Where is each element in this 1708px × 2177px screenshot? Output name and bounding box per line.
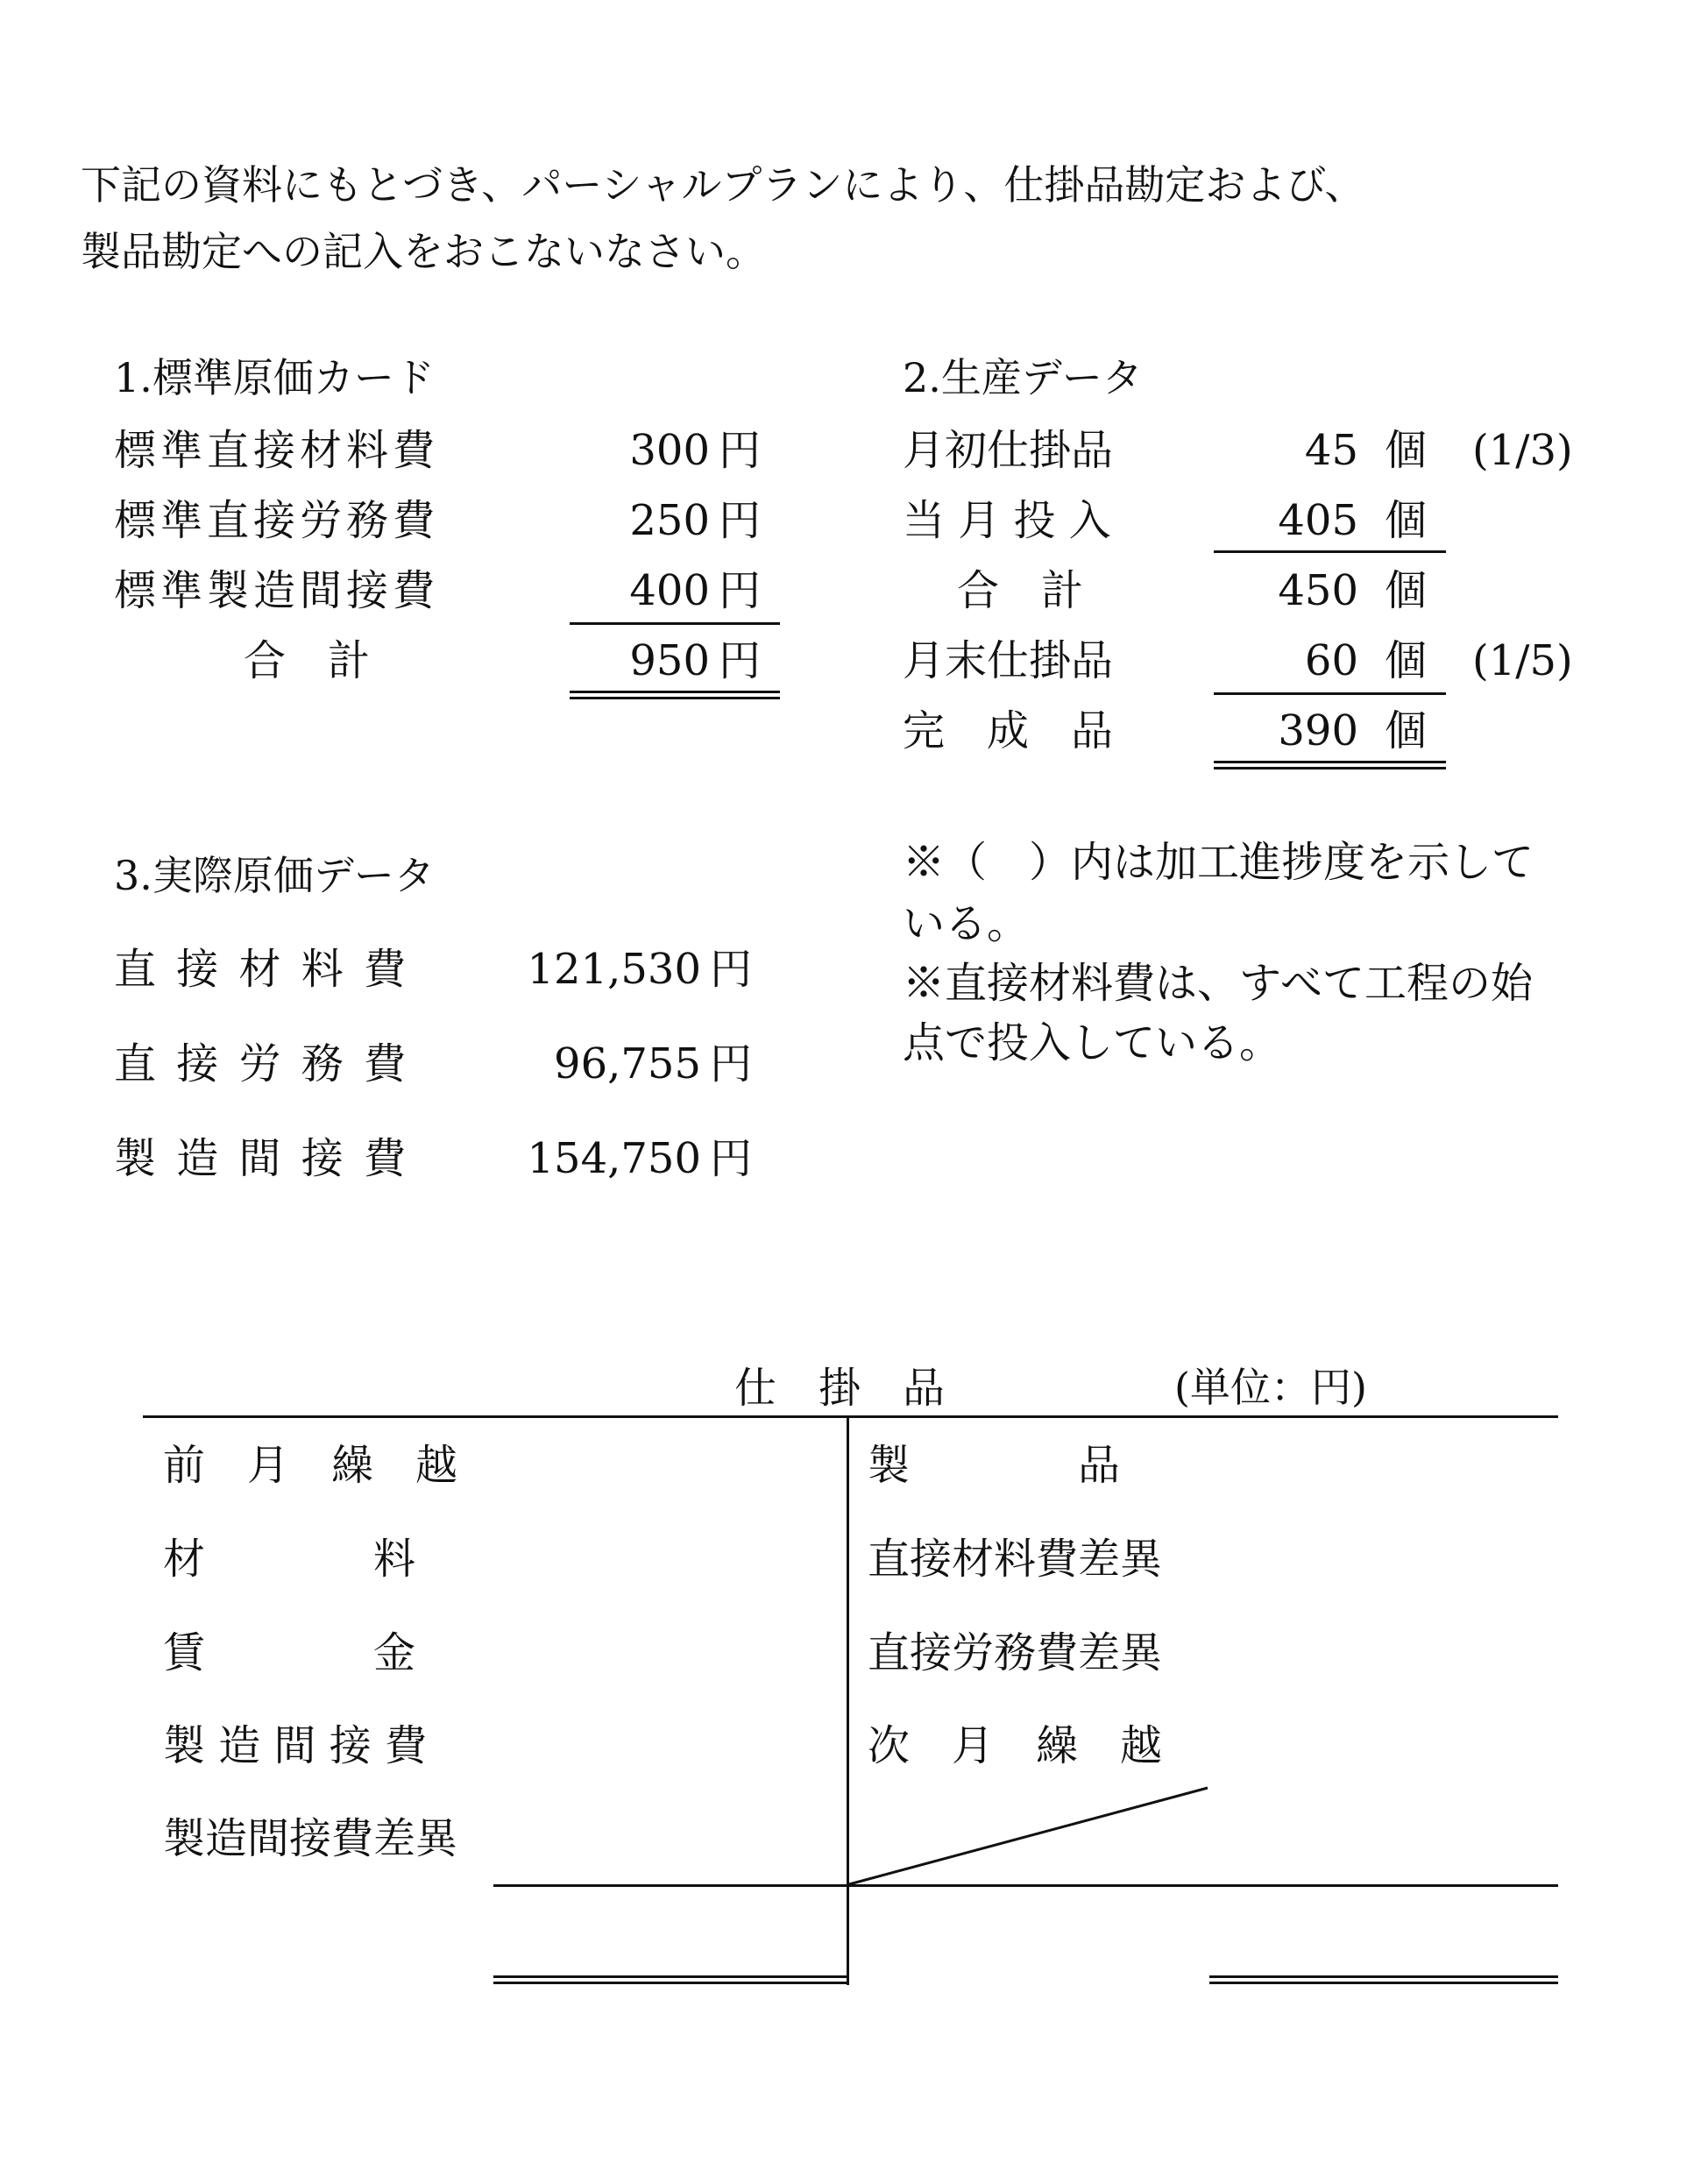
- actual-row-amount: 121,530: [527, 945, 701, 994]
- standard-total-unit: 円: [719, 636, 762, 685]
- ledger-unit-label: (単位：円): [1174, 1364, 1367, 1411]
- ledger-credit-item: 次 月 繰 越: [868, 1721, 1163, 1770]
- production-row-unit: 個: [1385, 426, 1428, 475]
- ledger-credit-total-double-rule: [1209, 1975, 1558, 1984]
- actual-row-label: 直 接 労 務 費: [114, 1039, 410, 1088]
- ledger-total-rule: [493, 1884, 1558, 1887]
- production-row-progress: (1/3): [1472, 426, 1573, 475]
- note-progress-line-1: ※（ ）内は加工進捗度を示して: [903, 838, 1534, 887]
- standard-row-amount: 250: [629, 496, 710, 545]
- note-materials-line-1: ※直接材料費は、すべて工程の始: [903, 959, 1534, 1008]
- ledger-top-rule: [143, 1415, 1558, 1418]
- instruction-line-1: 下記の資料にもとづき、パーシャルプランにより、仕掛品勘定および、: [81, 161, 1365, 209]
- ledger-credit-item: 製 品: [868, 1441, 1121, 1490]
- ledger-center-rule: [847, 1415, 849, 1985]
- standard-row-amount: 300: [629, 426, 710, 475]
- standard-row-unit: 円: [719, 426, 762, 475]
- production-row-qty: 450: [1278, 566, 1358, 615]
- production-row-label: 合 計: [957, 566, 1084, 615]
- ledger-debit-item: 賃 金: [163, 1628, 416, 1677]
- production-row-qty: 60: [1304, 636, 1358, 685]
- production-row-label: 完 成 品: [903, 706, 1114, 755]
- standard-row-label: 標準製造間接費: [114, 566, 440, 615]
- production-row-label: 月末仕掛品: [903, 636, 1114, 685]
- ledger-debit-item: 材 料: [163, 1535, 416, 1584]
- production-row-qty: 405: [1278, 496, 1358, 545]
- actual-row-amount: 96,755: [554, 1039, 701, 1088]
- production-row-qty: 390: [1278, 706, 1358, 755]
- production-row-unit: 個: [1385, 636, 1428, 685]
- ledger-debit-item: 前 月 繰 越: [163, 1441, 458, 1490]
- standard-row-unit: 円: [719, 496, 762, 545]
- ledger-closing-diagonal: [847, 1783, 1215, 1889]
- note-progress-line-2: いる。: [903, 899, 1030, 948]
- ledger-title: 仕 掛 品: [734, 1364, 946, 1413]
- actual-cost-data-title: 3.実際原価データ: [114, 852, 435, 899]
- ledger-credit-item: 直接材料費差異: [868, 1535, 1163, 1584]
- standard-total-amount: 950: [629, 636, 710, 685]
- subtotal-rule: [1214, 692, 1446, 695]
- production-row-progress: (1/5): [1472, 636, 1573, 685]
- actual-row-unit: 円: [710, 1039, 753, 1088]
- production-row-unit: 個: [1385, 496, 1428, 545]
- ledger-debit-item: 製造間接費差異: [163, 1814, 458, 1863]
- note-materials-line-2: 点で投入している。: [903, 1018, 1282, 1067]
- subtotal-rule: [570, 622, 780, 625]
- subtotal-rule: [1214, 550, 1446, 553]
- instruction-line-2: 製品勘定への記入をおこないなさい。: [81, 228, 766, 275]
- actual-row-label: 直 接 材 料 費: [114, 945, 410, 994]
- total-double-rule: [1214, 761, 1446, 769]
- ledger-credit-item: 直接労務費差異: [868, 1628, 1163, 1677]
- production-row-unit: 個: [1385, 706, 1428, 755]
- actual-row-amount: 154,750: [527, 1134, 701, 1183]
- production-row-label: 当 月 投 入: [903, 496, 1111, 545]
- ledger-debit-total-double-rule: [493, 1975, 849, 1984]
- standard-row-label: 標準直接材料費: [114, 426, 440, 475]
- total-double-rule: [570, 691, 780, 699]
- standard-cost-card-title: 1.標準原価カード: [114, 354, 435, 401]
- production-row-qty: 45: [1304, 426, 1358, 475]
- actual-row-unit: 円: [710, 1134, 753, 1183]
- standard-row-label: 標準直接労務費: [114, 496, 440, 545]
- production-row-unit: 個: [1385, 566, 1428, 615]
- production-row-label: 月初仕掛品: [903, 426, 1114, 475]
- standard-row-amount: 400: [629, 566, 710, 615]
- standard-total-label: 合 計: [244, 636, 371, 685]
- actual-row-label: 製 造 間 接 費: [114, 1134, 410, 1183]
- standard-row-unit: 円: [719, 566, 762, 615]
- ledger-debit-item: 製 造 間 接 費: [163, 1721, 428, 1770]
- production-data-title: 2.生産データ: [903, 354, 1143, 401]
- actual-row-unit: 円: [710, 945, 753, 994]
